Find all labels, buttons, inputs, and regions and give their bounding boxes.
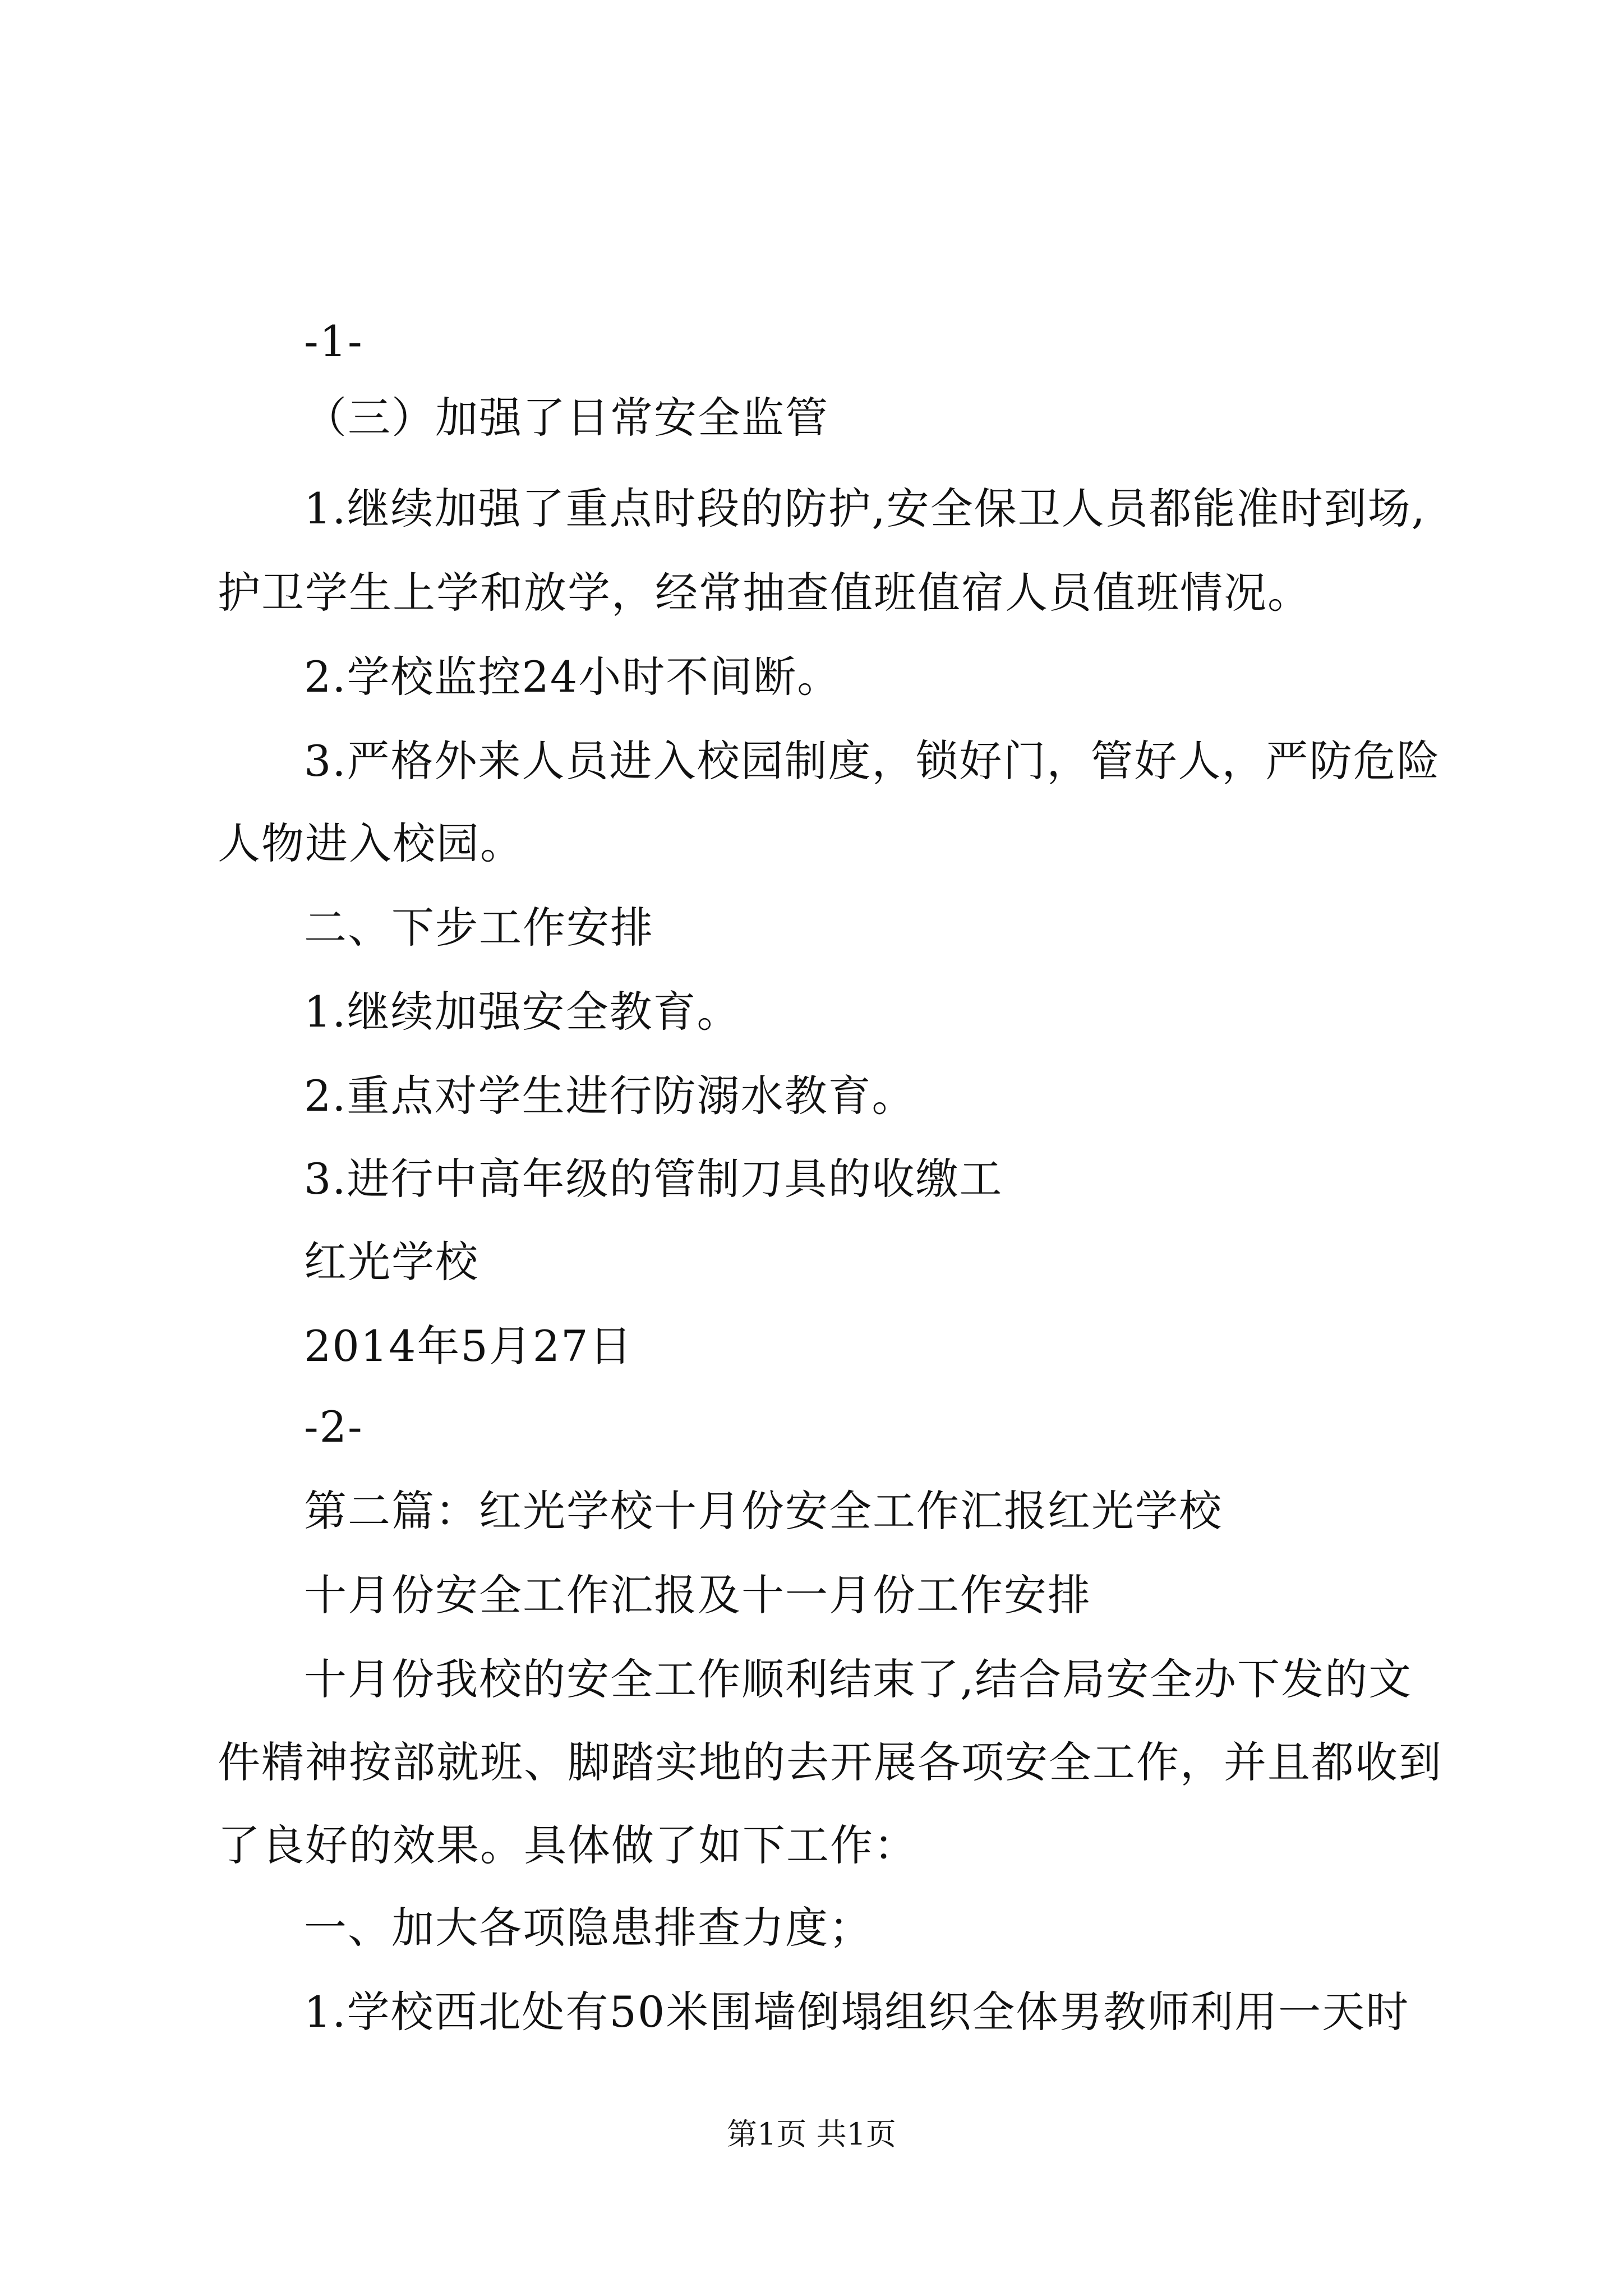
signature-date: 2014年5月27日 — [304, 1321, 633, 1371]
paragraph-line: 2.重点对学生进行防溺水教育。 — [304, 1071, 916, 1121]
page-marker: -1- — [304, 316, 363, 366]
page-footer: 第1页 共1页 — [727, 2116, 896, 2152]
page-marker: -2- — [304, 1402, 363, 1452]
paragraph-line: 件精神按部就班、脚踏实地的去开展各项安全工作，并且都收到 — [218, 1737, 1442, 1787]
section-heading: 一、加大各项隐患排查力度； — [304, 1903, 873, 1953]
paragraph-line: 十月份我校的安全工作顺利结束了,结合局安全办下发的文 — [304, 1654, 1413, 1704]
section-heading: 二、下步工作安排 — [304, 903, 654, 953]
paragraph-line: 1.继续加强安全教育。 — [304, 987, 741, 1037]
article-subtitle: 十月份安全工作汇报及十一月份工作安排 — [304, 1570, 1091, 1620]
article-title: 第二篇：红光学校十月份安全工作汇报红光学校 — [304, 1486, 1223, 1536]
paragraph-line: 3.严格外来人员进入校园制度，锁好门，管好人，严防危险 — [304, 736, 1441, 786]
paragraph-line: 2.学校监控24小时不间断。 — [304, 652, 841, 702]
paragraph-line: 1.学校西北处有50米围墙倒塌组织全体男教师利用一天时 — [304, 1987, 1410, 2037]
paragraph-line: 1.继续加强了重点时段的防护,安全保卫人员都能准时到场, — [304, 484, 1426, 533]
paragraph-line: 3.进行中高年级的管制刀具的收缴工 — [304, 1154, 1003, 1204]
signature-school: 红光学校 — [304, 1237, 479, 1287]
paragraph-line: 人物进入校园。 — [218, 818, 524, 868]
section-heading: （三）加强了日常安全监管 — [304, 393, 829, 443]
paragraph-line: 了良好的效果。具体做了如下工作： — [218, 1820, 917, 1870]
paragraph-line: 护卫学生上学和放学，经常抽查值班值宿人员值班情况。 — [218, 568, 1311, 618]
